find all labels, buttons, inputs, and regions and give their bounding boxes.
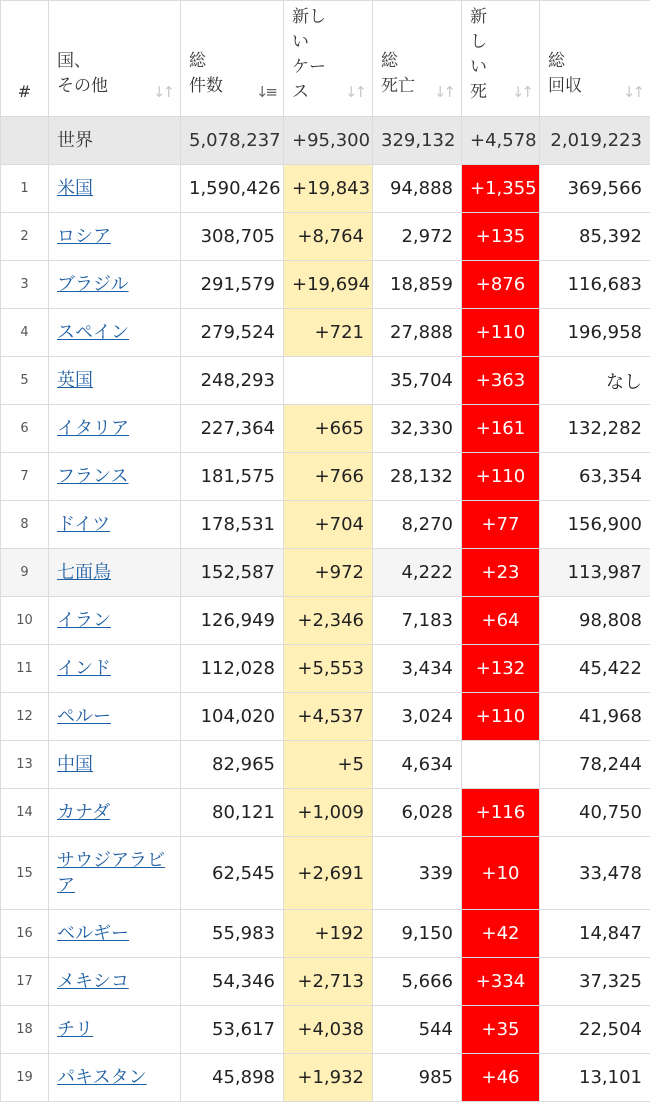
total-deaths-cell: 2,972 bbox=[373, 213, 462, 261]
world-total-cases: 5,078,237 bbox=[181, 117, 284, 165]
country-link[interactable]: カナダ bbox=[57, 802, 111, 823]
header-total-cases-line-2: 件数 bbox=[189, 76, 223, 96]
total-recovered-cell: 37,325 bbox=[540, 958, 650, 1006]
rank-cell: 13 bbox=[1, 741, 49, 789]
total-cases-cell: 55,983 bbox=[181, 910, 284, 958]
new-cases-cell: +19,843 bbox=[284, 165, 373, 213]
rank-cell: 14 bbox=[1, 789, 49, 837]
total-recovered-cell: なし bbox=[540, 357, 650, 405]
total-deaths-cell: 8,270 bbox=[373, 501, 462, 549]
table-row bbox=[1, 357, 650, 405]
total-deaths-cell: 3,024 bbox=[373, 693, 462, 741]
sort-arrows-icon[interactable]: ↓↑ bbox=[511, 83, 531, 101]
country-cell bbox=[49, 357, 181, 405]
header-new-deaths-line-2: し bbox=[470, 32, 487, 52]
table-row bbox=[1, 549, 650, 597]
total-recovered-cell: 78,244 bbox=[540, 741, 650, 789]
rank-cell: 17 bbox=[1, 958, 49, 1006]
total-recovered-cell: 45,422 bbox=[540, 645, 650, 693]
country-cell bbox=[49, 405, 181, 453]
rank-cell: 2 bbox=[1, 213, 49, 261]
table-row bbox=[1, 645, 650, 693]
table-row bbox=[1, 165, 650, 213]
country-link[interactable]: フランス bbox=[57, 466, 129, 487]
total-cases-cell: 248,293 bbox=[181, 357, 284, 405]
new-cases-cell: +2,713 bbox=[284, 958, 373, 1006]
new-cases-cell: +665 bbox=[284, 405, 373, 453]
country-cell bbox=[49, 597, 181, 645]
total-recovered-cell: 85,392 bbox=[540, 213, 650, 261]
header-total-recovered[interactable] bbox=[540, 1, 650, 117]
country-link[interactable]: チリ bbox=[57, 1019, 93, 1040]
total-cases-cell: 1,590,426 bbox=[181, 165, 284, 213]
total-cases-cell: 308,705 bbox=[181, 213, 284, 261]
total-deaths-cell: 32,330 bbox=[373, 405, 462, 453]
header-rank-label: # bbox=[17, 82, 32, 101]
rank-cell: 6 bbox=[1, 405, 49, 453]
country-cell bbox=[49, 789, 181, 837]
total-deaths-cell: 544 bbox=[373, 1006, 462, 1054]
country-link[interactable]: イラン bbox=[57, 610, 111, 631]
country-link[interactable]: ブラジル bbox=[57, 274, 129, 295]
country-cell bbox=[49, 261, 181, 309]
new-deaths-cell: +1,355 bbox=[462, 165, 540, 213]
rank-cell: 15 bbox=[1, 837, 49, 910]
world-new-deaths: +4,578 bbox=[462, 117, 540, 165]
new-deaths-cell: +334 bbox=[462, 958, 540, 1006]
new-cases-cell: +721 bbox=[284, 309, 373, 357]
new-deaths-cell: +64 bbox=[462, 597, 540, 645]
header-new-deaths[interactable] bbox=[462, 1, 540, 117]
new-deaths-cell: +110 bbox=[462, 693, 540, 741]
table-row bbox=[1, 789, 650, 837]
rank-cell: 18 bbox=[1, 1006, 49, 1054]
header-total-deaths-line-2: 死亡 bbox=[381, 76, 415, 96]
new-cases-cell: +192 bbox=[284, 910, 373, 958]
world-rank bbox=[1, 117, 49, 165]
new-deaths-cell: +135 bbox=[462, 213, 540, 261]
rank-cell: 12 bbox=[1, 693, 49, 741]
total-cases-cell: 54,346 bbox=[181, 958, 284, 1006]
new-cases-cell: +4,537 bbox=[284, 693, 373, 741]
country-cell bbox=[49, 501, 181, 549]
new-deaths-cell: +161 bbox=[462, 405, 540, 453]
country-link[interactable]: サウジアラビア bbox=[57, 850, 165, 896]
header-new-cases[interactable] bbox=[284, 1, 373, 117]
new-cases-cell: +19,694 bbox=[284, 261, 373, 309]
country-cell bbox=[49, 1054, 181, 1102]
header-new-cases-line-2: い bbox=[292, 32, 309, 52]
new-cases-cell bbox=[284, 357, 373, 405]
new-deaths-cell: +42 bbox=[462, 910, 540, 958]
country-link[interactable]: ドイツ bbox=[57, 514, 111, 535]
total-recovered-cell: 369,566 bbox=[540, 165, 650, 213]
rank-cell: 3 bbox=[1, 261, 49, 309]
rank-cell: 1 bbox=[1, 165, 49, 213]
country-link[interactable]: スペイン bbox=[57, 322, 129, 343]
country-cell bbox=[49, 645, 181, 693]
new-deaths-cell: +876 bbox=[462, 261, 540, 309]
world-total-row bbox=[1, 117, 650, 165]
total-deaths-cell: 985 bbox=[373, 1054, 462, 1102]
total-cases-cell: 126,949 bbox=[181, 597, 284, 645]
new-deaths-cell bbox=[462, 741, 540, 789]
header-rank bbox=[1, 1, 49, 117]
country-link[interactable]: ペルー bbox=[57, 706, 111, 727]
new-deaths-cell: +46 bbox=[462, 1054, 540, 1102]
country-link[interactable]: 中国 bbox=[57, 754, 93, 775]
table-row bbox=[1, 693, 650, 741]
new-deaths-cell: +132 bbox=[462, 645, 540, 693]
country-link[interactable]: 七面鳥 bbox=[57, 562, 111, 583]
new-cases-cell: +972 bbox=[284, 549, 373, 597]
sort-arrows-icon[interactable]: ↓↑ bbox=[152, 83, 172, 101]
new-cases-cell: +8,764 bbox=[284, 213, 373, 261]
header-total-cases[interactable] bbox=[181, 1, 284, 117]
total-deaths-cell: 5,666 bbox=[373, 958, 462, 1006]
total-deaths-cell: 27,888 bbox=[373, 309, 462, 357]
total-recovered-cell: 33,478 bbox=[540, 837, 650, 910]
world-total-deaths: 329,132 bbox=[373, 117, 462, 165]
new-deaths-cell: +10 bbox=[462, 837, 540, 910]
header-total-deaths-line-1: 総 bbox=[381, 51, 398, 71]
total-recovered-cell: 14,847 bbox=[540, 910, 650, 958]
country-link[interactable]: インド bbox=[57, 658, 111, 679]
total-deaths-cell: 6,028 bbox=[373, 789, 462, 837]
total-deaths-cell: 94,888 bbox=[373, 165, 462, 213]
total-cases-cell: 80,121 bbox=[181, 789, 284, 837]
rank-cell: 9 bbox=[1, 549, 49, 597]
total-deaths-cell: 339 bbox=[373, 837, 462, 910]
total-cases-cell: 178,531 bbox=[181, 501, 284, 549]
new-cases-cell: +1,009 bbox=[284, 789, 373, 837]
total-deaths-cell: 4,222 bbox=[373, 549, 462, 597]
total-recovered-cell: 132,282 bbox=[540, 405, 650, 453]
total-recovered-cell: 41,968 bbox=[540, 693, 650, 741]
world-new-cases: +95,300 bbox=[284, 117, 373, 165]
table-row bbox=[1, 741, 650, 789]
rank-cell: 8 bbox=[1, 501, 49, 549]
table-row bbox=[1, 837, 650, 910]
table-row bbox=[1, 405, 650, 453]
country-cell bbox=[49, 1006, 181, 1054]
table-row bbox=[1, 309, 650, 357]
total-deaths-cell: 18,859 bbox=[373, 261, 462, 309]
country-cell bbox=[49, 741, 181, 789]
total-recovered-cell: 98,808 bbox=[540, 597, 650, 645]
header-total-cases-line-1: 総 bbox=[189, 51, 206, 71]
header-total-deaths[interactable] bbox=[373, 1, 462, 117]
header-total-recovered-line-2: 回収 bbox=[548, 76, 582, 96]
total-recovered-cell: 116,683 bbox=[540, 261, 650, 309]
rank-cell: 10 bbox=[1, 597, 49, 645]
total-cases-cell: 53,617 bbox=[181, 1006, 284, 1054]
total-cases-cell: 291,579 bbox=[181, 261, 284, 309]
country-link[interactable]: イタリア bbox=[57, 418, 129, 439]
country-link[interactable]: 英国 bbox=[57, 370, 93, 391]
new-deaths-cell: +363 bbox=[462, 357, 540, 405]
table-row bbox=[1, 1006, 650, 1054]
new-cases-cell: +5,553 bbox=[284, 645, 373, 693]
country-link[interactable]: パキスタン bbox=[57, 1067, 147, 1088]
country-cell bbox=[49, 837, 181, 910]
new-deaths-cell: +23 bbox=[462, 549, 540, 597]
header-new-cases-line-1: 新し bbox=[292, 7, 326, 27]
header-new-cases-line-3: ケー bbox=[292, 57, 326, 77]
sort-desc-icon[interactable]: ↓≡ bbox=[255, 83, 275, 101]
rank-cell: 19 bbox=[1, 1054, 49, 1102]
header-new-deaths-line-1: 新 bbox=[470, 7, 487, 27]
total-cases-cell: 45,898 bbox=[181, 1054, 284, 1102]
total-recovered-cell: 63,354 bbox=[540, 453, 650, 501]
new-cases-cell: +2,691 bbox=[284, 837, 373, 910]
header-country-line-2: その他 bbox=[57, 76, 108, 96]
country-link[interactable]: ロシア bbox=[57, 226, 111, 247]
new-deaths-cell: +110 bbox=[462, 453, 540, 501]
header-row bbox=[1, 1, 650, 117]
country-cell bbox=[49, 213, 181, 261]
country-cell bbox=[49, 309, 181, 357]
rank-cell: 16 bbox=[1, 910, 49, 958]
total-cases-cell: 82,965 bbox=[181, 741, 284, 789]
country-link[interactable]: 米国 bbox=[57, 178, 93, 199]
country-link[interactable]: メキシコ bbox=[57, 971, 129, 992]
total-cases-cell: 112,028 bbox=[181, 645, 284, 693]
rank-cell: 4 bbox=[1, 309, 49, 357]
sort-arrows-icon[interactable]: ↓↑ bbox=[622, 83, 642, 101]
header-new-deaths-line-3: い bbox=[470, 57, 487, 77]
table-row bbox=[1, 453, 650, 501]
total-deaths-cell: 3,434 bbox=[373, 645, 462, 693]
total-deaths-cell: 4,634 bbox=[373, 741, 462, 789]
total-recovered-cell: 22,504 bbox=[540, 1006, 650, 1054]
world-name: 世界 bbox=[49, 117, 181, 165]
country-cell bbox=[49, 958, 181, 1006]
header-total-recovered-line-1: 総 bbox=[548, 51, 565, 71]
table-row bbox=[1, 261, 650, 309]
country-cell bbox=[49, 549, 181, 597]
new-deaths-cell: +35 bbox=[462, 1006, 540, 1054]
table-row bbox=[1, 1054, 650, 1102]
total-recovered-cell: 13,101 bbox=[540, 1054, 650, 1102]
total-cases-cell: 279,524 bbox=[181, 309, 284, 357]
table-row bbox=[1, 213, 650, 261]
header-country-line-1: 国、 bbox=[57, 51, 91, 71]
sort-arrows-icon[interactable]: ↓↑ bbox=[344, 83, 364, 101]
new-cases-cell: +1,932 bbox=[284, 1054, 373, 1102]
new-cases-cell: +766 bbox=[284, 453, 373, 501]
country-link[interactable]: ベルギー bbox=[57, 923, 129, 944]
total-cases-cell: 227,364 bbox=[181, 405, 284, 453]
rank-cell: 11 bbox=[1, 645, 49, 693]
table-row bbox=[1, 958, 650, 1006]
new-deaths-cell: +77 bbox=[462, 501, 540, 549]
total-cases-cell: 152,587 bbox=[181, 549, 284, 597]
country-cell bbox=[49, 693, 181, 741]
country-cell bbox=[49, 453, 181, 501]
total-recovered-cell: 113,987 bbox=[540, 549, 650, 597]
new-cases-cell: +4,038 bbox=[284, 1006, 373, 1054]
total-deaths-cell: 35,704 bbox=[373, 357, 462, 405]
rank-cell: 5 bbox=[1, 357, 49, 405]
sort-arrows-icon[interactable]: ↓↑ bbox=[433, 83, 453, 101]
total-cases-cell: 104,020 bbox=[181, 693, 284, 741]
table-row bbox=[1, 501, 650, 549]
country-cell bbox=[49, 165, 181, 213]
new-cases-cell: +5 bbox=[284, 741, 373, 789]
rank-cell: 7 bbox=[1, 453, 49, 501]
total-recovered-cell: 156,900 bbox=[540, 501, 650, 549]
total-deaths-cell: 7,183 bbox=[373, 597, 462, 645]
new-cases-cell: +704 bbox=[284, 501, 373, 549]
header-new-deaths-line-4: 死 bbox=[470, 82, 487, 102]
total-cases-cell: 62,545 bbox=[181, 837, 284, 910]
world-total-recovered: 2,019,223 bbox=[540, 117, 650, 165]
table-row bbox=[1, 910, 650, 958]
new-deaths-cell: +110 bbox=[462, 309, 540, 357]
total-cases-cell: 181,575 bbox=[181, 453, 284, 501]
total-deaths-cell: 28,132 bbox=[373, 453, 462, 501]
table-row bbox=[1, 597, 650, 645]
total-deaths-cell: 9,150 bbox=[373, 910, 462, 958]
new-deaths-cell: +116 bbox=[462, 789, 540, 837]
country-cell bbox=[49, 910, 181, 958]
new-cases-cell: +2,346 bbox=[284, 597, 373, 645]
header-new-cases-line-4: ス bbox=[292, 82, 309, 102]
total-recovered-cell: 196,958 bbox=[540, 309, 650, 357]
header-country[interactable] bbox=[49, 1, 181, 117]
total-recovered-cell: 40,750 bbox=[540, 789, 650, 837]
